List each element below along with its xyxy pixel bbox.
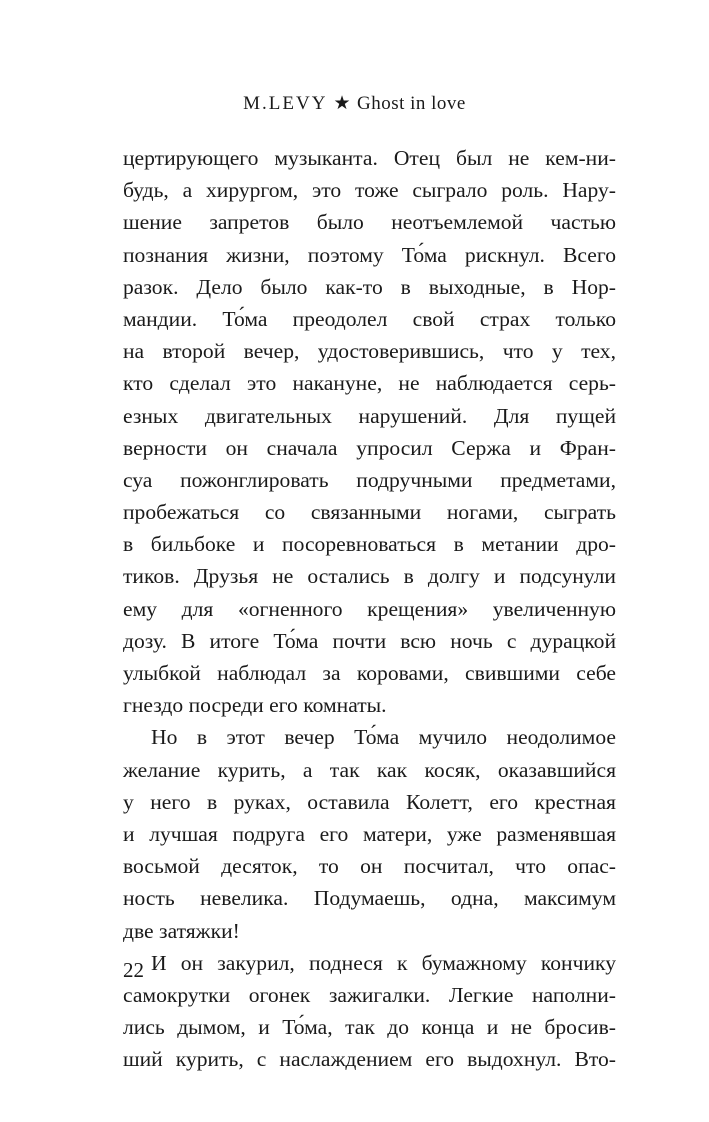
text-line: пробежаться со связанными ногами, сыграть <box>123 500 616 525</box>
text-line: верности он сначала упросил Сержа и Фран- <box>123 435 616 460</box>
text-line: у него в руках, оставила Колетт, его крестная <box>123 789 616 814</box>
text-line: в бильбоке и посоревноваться в метании дро- <box>123 532 616 557</box>
text-line: мандии. То́ма преодолел свой страх только <box>123 306 616 331</box>
text-line: лись дымом, и То́ма, так до конца и не бросив- <box>123 1015 616 1040</box>
text-line: будь, а хирургом, это тоже сыграло роль. Нару- <box>123 178 616 203</box>
text-line: разок. Дело было как-то в выходные, в Нор- <box>123 274 616 299</box>
star-icon: ★ <box>333 93 351 114</box>
body-text <box>123 142 616 1075</box>
text-line: тиков. Друзья не остались в долгу и подсунули <box>123 564 616 589</box>
text-line: кто сделал это накануне, не наблюдается серь- <box>123 371 616 396</box>
running-header <box>0 92 709 116</box>
text-line: гнездо посреди его комнаты. <box>123 693 387 718</box>
text-line: суа пожонглировать подручными предметами, <box>123 467 616 492</box>
header-author: M.LEVY <box>243 93 328 114</box>
text-line: И он закурил, поднеся к бумажному кончику <box>151 950 616 975</box>
text-line: ший курить, с наслаждением его выдохнул. Вто- <box>123 1047 616 1072</box>
text-line: познания жизни, поэтому То́ма рискнул. Всего <box>123 242 616 267</box>
text-line: на второй вечер, удостоверившись, что у тех, <box>123 339 616 364</box>
text-line: Но в этот вечер То́ма мучило неодолимое <box>151 725 616 750</box>
text-line: ему для «огненного крещения» увеличенную <box>123 596 616 621</box>
page-number: 22 <box>123 958 144 982</box>
text-line: шение запретов было неотъемлемой частью <box>123 210 616 235</box>
header-title: Ghost in love <box>356 93 466 114</box>
text-line: езных двигательных нарушений. Для пущей <box>123 403 616 428</box>
text-line: и лучшая подруга его матери, уже разменявшая <box>123 821 616 846</box>
text-line: две затяжки! <box>123 918 240 943</box>
text-line: самокрутки огонек зажигалки. Легкие наполни- <box>123 982 616 1007</box>
text-line: цертирующего музыканта. Отец был не кем-ни- <box>123 146 616 170</box>
text-line: ность невелика. Подумаешь, одна, максимум <box>123 886 616 911</box>
text-line: восьмой десяток, то он посчитал, что опас- <box>123 854 616 879</box>
text-line: дозу. В итоге То́ма почти всю ночь с дурацкой <box>123 628 616 653</box>
text-line: желание курить, а так как косяк, оказавшийся <box>123 757 616 782</box>
text-line: улыбкой наблюдал за коровами, свившими себе <box>123 661 616 685</box>
